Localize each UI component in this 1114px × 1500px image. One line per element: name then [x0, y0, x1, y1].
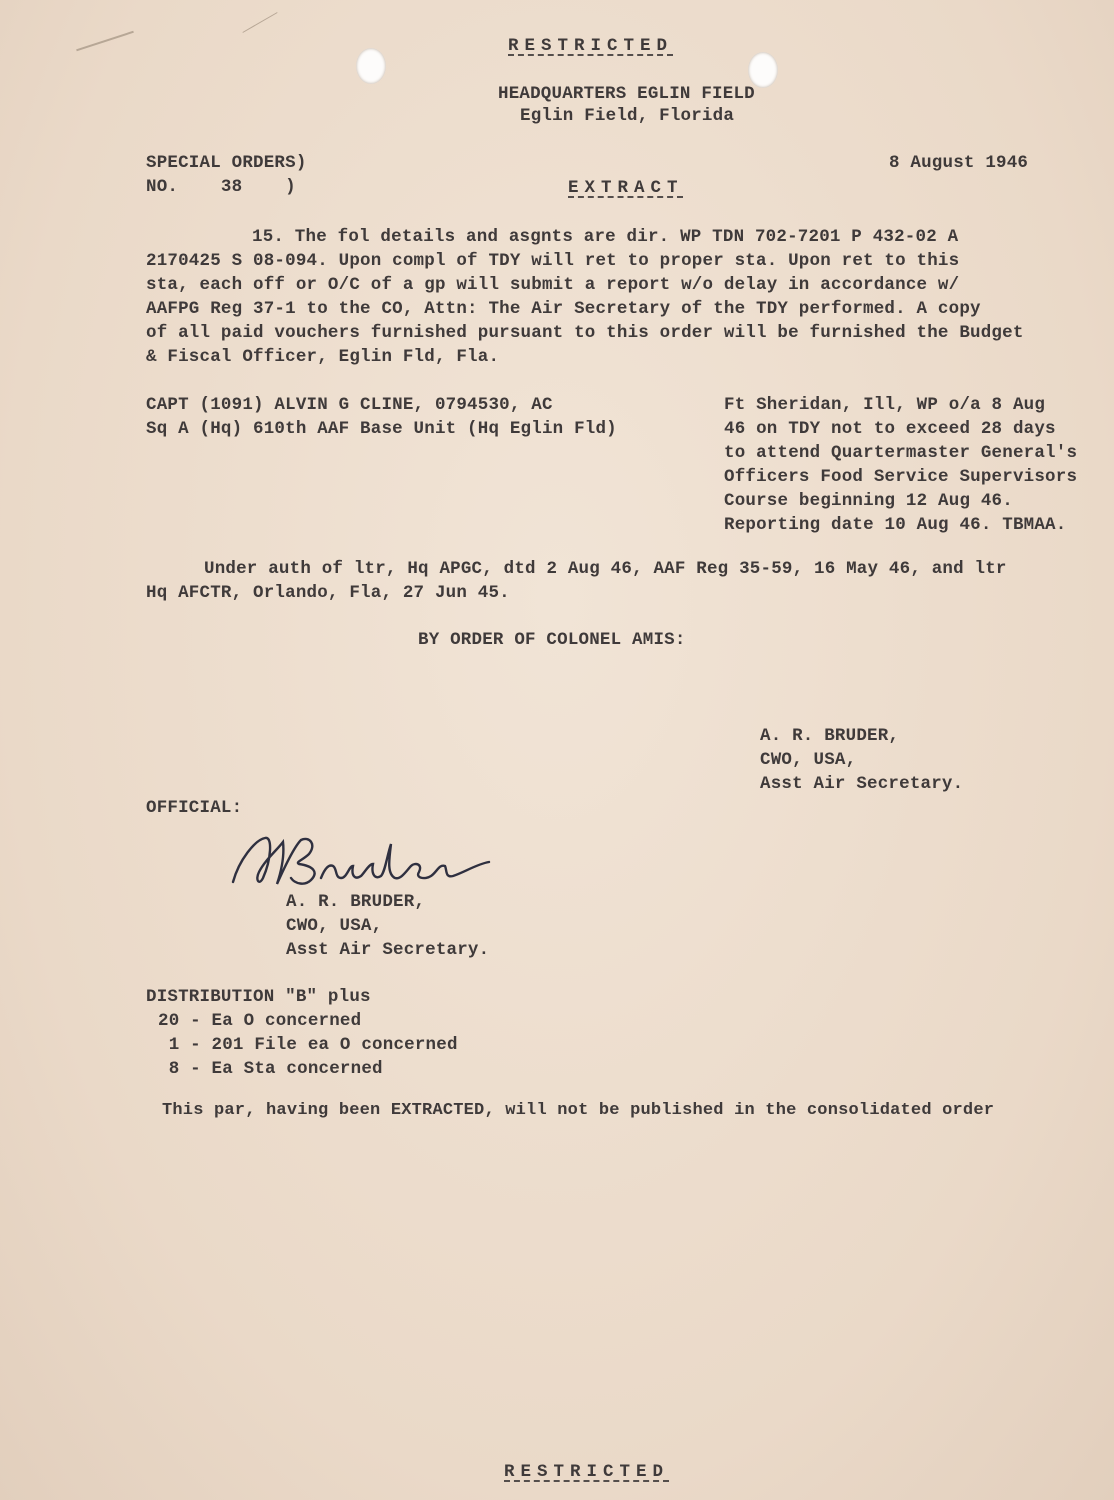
- official-line: Asst Air Secretary.: [286, 940, 490, 960]
- paragraph-line: sta, each off or O/C of a gp will submit a report w/o delay in accordance w/: [146, 275, 960, 295]
- order-date: 8 August 1946: [889, 153, 1029, 173]
- authority-line: Under auth of ltr, Hq APGC, dtd 2 Aug 46, AAF Reg 35-59, 16 May 46, and ltr: [204, 559, 1007, 579]
- paper-mark: [76, 31, 134, 51]
- paragraph-line: of all paid vouchers furnished pursuant to this order will be furnished the Budget: [146, 323, 1024, 343]
- assignment-line: Course beginning 12 Aug 46.: [724, 491, 1013, 511]
- paragraph-line: 2170425 S 08-094. Upon compl of TDY will ret to proper sta. Upon ret to this: [146, 251, 960, 271]
- official-line: CWO, USA,: [286, 916, 383, 936]
- signatory-line: Asst Air Secretary.: [760, 774, 964, 794]
- footer-note: This par, having been EXTRACTED, will not be published in the consolidated order: [162, 1101, 995, 1120]
- paragraph-line: AAFPG Reg 37-1 to the CO, Attn: The Air Secretary of the TDY performed. A copy: [146, 299, 981, 319]
- handwritten-signature: [225, 820, 505, 900]
- official-label: OFFICIAL:: [146, 798, 243, 818]
- classification-top: RESTRICTED: [508, 36, 674, 56]
- headquarters-title: HEADQUARTERS EGLIN FIELD: [498, 84, 755, 104]
- extract-title: EXTRACT: [568, 178, 684, 198]
- assignment-line: Officers Food Service Supervisors: [724, 467, 1078, 487]
- paragraph-line: 15. The fol details and asgnts are dir. WP TDN 702-7201 P 432-02 A: [252, 227, 959, 247]
- paragraph-line: & Fiscal Officer, Eglin Fld, Fla.: [146, 347, 500, 367]
- officer-unit: Sq A (Hq) 610th AAF Base Unit (Hq Eglin Fld): [146, 419, 617, 439]
- special-orders-number: NO. 38 ): [146, 177, 296, 197]
- special-orders-label: SPECIAL ORDERS): [146, 153, 307, 173]
- by-order-line: BY ORDER OF COLONEL AMIS:: [418, 630, 686, 650]
- assignment-line: to attend Quartermaster General's: [724, 443, 1078, 463]
- assignment-line: Ft Sheridan, Ill, WP o/a 8 Aug: [724, 395, 1046, 415]
- distribution-heading: DISTRIBUTION "B" plus: [146, 987, 371, 1007]
- officer-name: CAPT (1091) ALVIN G CLINE, 0794530, AC: [146, 395, 553, 415]
- assignment-line: 46 on TDY not to exceed 28 days: [724, 419, 1056, 439]
- assignment-line: Reporting date 10 Aug 46. TBMAA.: [724, 515, 1067, 535]
- headquarters-location: Eglin Field, Florida: [520, 106, 735, 126]
- distribution-line: 8 - Ea Sta concerned: [158, 1059, 383, 1079]
- classification-bottom: RESTRICTED: [504, 1462, 670, 1482]
- signatory-line: CWO, USA,: [760, 750, 857, 770]
- signatory-line: A. R. BRUDER,: [760, 726, 900, 746]
- paper-mark: [242, 12, 277, 33]
- distribution-line: 20 - Ea O concerned: [158, 1011, 362, 1031]
- distribution-line: 1 - 201 File ea O concerned: [158, 1035, 458, 1055]
- official-line: A. R. BRUDER,: [286, 892, 426, 912]
- authority-line: Hq AFCTR, Orlando, Fla, 27 Jun 45.: [146, 583, 510, 603]
- punch-hole-left: [356, 48, 386, 84]
